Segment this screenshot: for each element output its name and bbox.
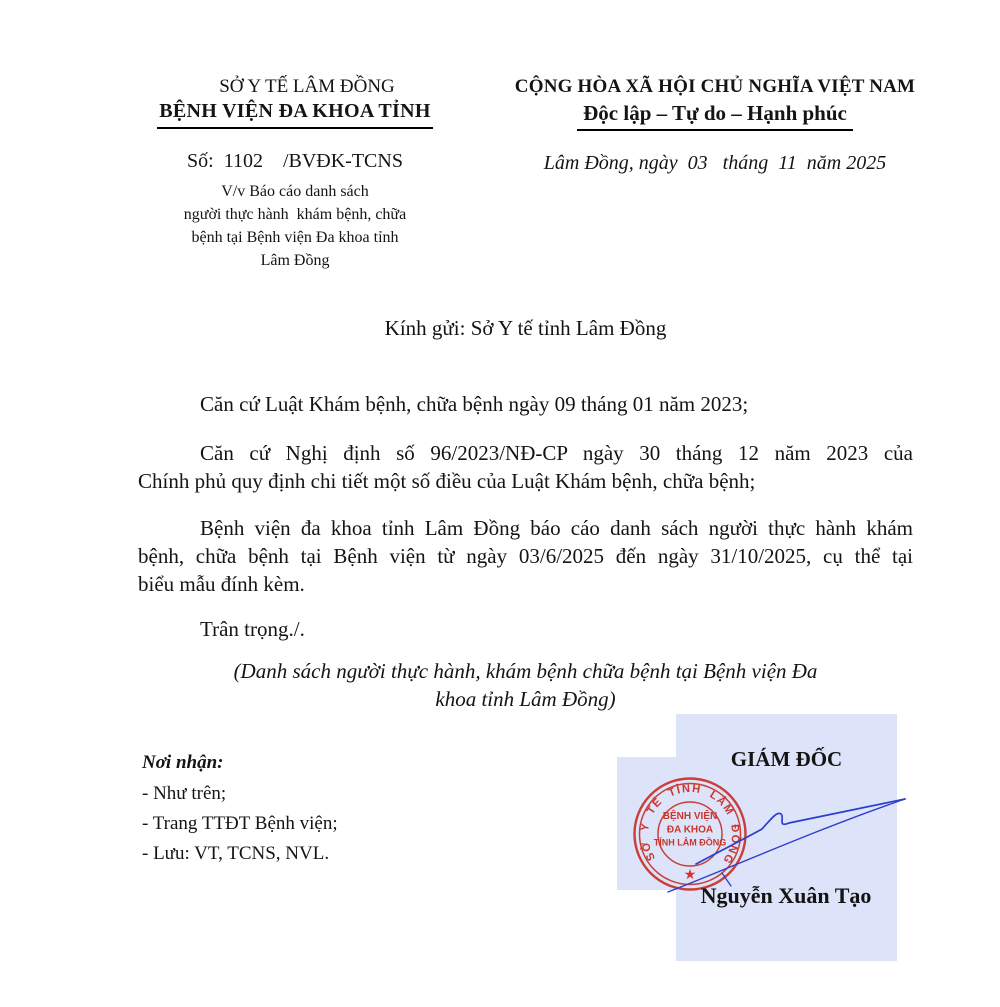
text-line: người thực hành khám bệnh, chữa bbox=[183, 206, 407, 223]
parent-org-name: SỞ Y TẾ LÂM ĐỒNG bbox=[219, 76, 395, 97]
handwritten-signature-icon bbox=[610, 740, 930, 900]
paragraph-report-content bbox=[138, 514, 913, 598]
text-line: Chính phủ quy định chi tiết một số điều của Luật Khám bệnh, chữa bệnh; bbox=[138, 469, 756, 493]
document-number: Số: 1102 /BVĐK-TCNS bbox=[187, 150, 403, 172]
salutation: Kính gửi: Sở Y tế tỉnh Lâm Đồng bbox=[384, 316, 667, 340]
text-line: (Danh sách người thực hành, khám bệnh chữa bệnh tại Bệnh viện Đa bbox=[233, 659, 818, 683]
national-header-block bbox=[485, 76, 945, 175]
signer-title: GIÁM ĐỐC bbox=[730, 747, 843, 771]
text-line: V/v Báo cáo danh sách bbox=[221, 183, 369, 200]
text-line: bệnh tại Bệnh viện Đa khoa tỉnh bbox=[191, 229, 399, 246]
text-line: - Trang TTĐT Bệnh viện; bbox=[142, 813, 338, 834]
seal-ring-text: SỞ Y TẾ TỈNH LÂM ĐỒNG bbox=[638, 782, 742, 867]
country-title: CỘNG HÒA XÃ HỘI CHỦ NGHĨA VIỆT NAM bbox=[514, 76, 916, 97]
paragraph-legal-basis-1 bbox=[138, 390, 913, 418]
seal-center-line-3: TỈNH LÂM ĐỒNG bbox=[653, 837, 727, 848]
signer-name: Nguyễn Xuân Tạo bbox=[700, 883, 872, 908]
seal-center-line-1: BỆNH VIỆN bbox=[662, 811, 718, 822]
closing-phrase: Trân trọng./. bbox=[200, 617, 305, 641]
recipients-label: Nơi nhận: bbox=[142, 752, 224, 773]
document-subject bbox=[130, 180, 460, 272]
attachment-note bbox=[138, 657, 913, 713]
seal-center-line-2: ĐA KHOA bbox=[666, 824, 714, 836]
paragraph-legal-basis-2 bbox=[138, 439, 913, 495]
text-line: bệnh, chữa bệnh tại Bệnh viện từ ngày 03/6/2025 đến ngày 31/10/2025, cụ thể tại bbox=[138, 544, 913, 568]
issuer-block bbox=[130, 76, 460, 272]
text-line: Bệnh viện đa khoa tỉnh Lâm Đồng báo cáo danh sách người thực hành khám bbox=[200, 516, 913, 540]
text-line: - Như trên; bbox=[142, 783, 227, 804]
recipients-list bbox=[142, 779, 338, 869]
text-line: Lâm Đồng bbox=[260, 252, 330, 269]
text-line: biểu mẫu đính kèm. bbox=[138, 572, 305, 596]
text-line: Căn cứ Nghị định số 96/2023/NĐ-CP ngày 30 tháng 12 năm 2023 của bbox=[200, 441, 913, 465]
recipients-block bbox=[142, 752, 338, 869]
issuing-org-name: BỆNH VIỆN ĐA KHOA TỈNH bbox=[157, 100, 432, 129]
place-date-line: Lâm Đồng, ngày 03 tháng 11 năm 2025 bbox=[543, 152, 887, 174]
national-motto: Độc lập – Tự do – Hạnh phúc bbox=[577, 101, 853, 131]
seal-star-icon: ★ bbox=[683, 868, 697, 883]
text-line: - Lưu: VT, TCNS, NVL. bbox=[142, 843, 330, 864]
body-text bbox=[138, 390, 913, 713]
text-line: Căn cứ Luật Khám bệnh, chữa bệnh ngày 09 tháng 01 năm 2023; bbox=[200, 392, 749, 416]
text-line: khoa tỉnh Lâm Đồng) bbox=[435, 687, 616, 711]
